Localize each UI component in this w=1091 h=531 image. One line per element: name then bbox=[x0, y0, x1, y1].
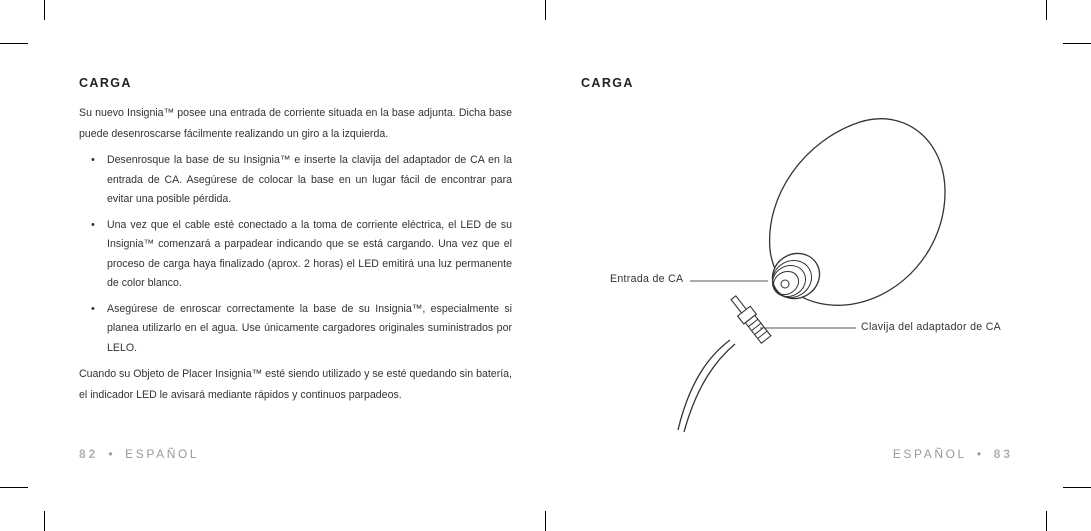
crop-mark bbox=[545, 0, 546, 20]
crop-mark bbox=[1063, 43, 1091, 44]
left-page bbox=[79, 76, 512, 406]
crop-mark bbox=[44, 511, 45, 531]
page-footer-right bbox=[893, 447, 1013, 461]
crop-mark bbox=[1046, 0, 1047, 20]
list-item-text: Una vez que el cable esté conectado a la toma de corriente eléctrica, el LED de su Insignia™ comenzará a parpadear indicando que se está cargando. Una vez que el proceso de carga haya finalizado (aprox. 2 horas) el LED emitirá una luz permanente de color blanco. bbox=[107, 218, 512, 289]
crop-mark bbox=[545, 511, 546, 531]
bullet-dot: • bbox=[91, 218, 95, 231]
closing-paragraph: Cuando su Objeto de Placer Insignia™ esté siendo utilizado y se esté quedando sin batería, el indicador LED le avisará mediante rápidos y continuos parpadeos. bbox=[79, 368, 512, 401]
section-heading: CARGA bbox=[79, 76, 132, 90]
footer-language: ESPAÑOL bbox=[892, 447, 967, 461]
list-item bbox=[79, 151, 512, 210]
instruction-list bbox=[79, 151, 512, 358]
crop-mark bbox=[0, 43, 28, 44]
page-number: 82 bbox=[79, 447, 99, 461]
crop-mark bbox=[44, 0, 45, 20]
footer-language: ESPAÑOL bbox=[125, 447, 200, 461]
callout-ac-input: Entrada de CA bbox=[610, 273, 684, 285]
page-number: 83 bbox=[993, 447, 1013, 461]
bullet-dot: • bbox=[91, 302, 95, 315]
list-item-text: Asegúrese de enroscar correctamente la base de su Insignia™, especialmente si planea utilizarlo en el agua. Use únicamente cargadores originales suministrados por LELO. bbox=[107, 302, 512, 354]
charging-illustration bbox=[560, 100, 1050, 440]
power-cable bbox=[678, 340, 730, 430]
section-heading: CARGA bbox=[581, 76, 634, 90]
footer-bullet: • bbox=[108, 447, 116, 461]
page-footer-left bbox=[79, 447, 199, 461]
list-item bbox=[79, 300, 512, 359]
callout-ac-plug: Clavija del adaptador de CA bbox=[861, 321, 1002, 333]
footer-bullet: • bbox=[976, 447, 984, 461]
bullet-dot: • bbox=[91, 154, 95, 166]
list-item bbox=[79, 216, 512, 294]
crop-mark bbox=[1063, 487, 1091, 488]
ac-plug bbox=[727, 293, 772, 345]
crop-mark bbox=[1046, 511, 1047, 531]
ac-input-socket bbox=[781, 280, 789, 288]
intro-paragraph: Su nuevo Insignia™ posee una entrada de corriente situada en la base adjunta. Dicha base puede desenroscarse fácilmente realizando un giro a la izquierda. bbox=[79, 107, 512, 140]
list-item-text: Desenrosque la base de su Insignia™ e inserte la clavija del adaptador de CA en la entrada de CA. Asegúrese de colocar la base en un lugar fácil de encontrar para evitar una posible pérdida. bbox=[107, 154, 512, 205]
crop-mark bbox=[0, 487, 28, 488]
